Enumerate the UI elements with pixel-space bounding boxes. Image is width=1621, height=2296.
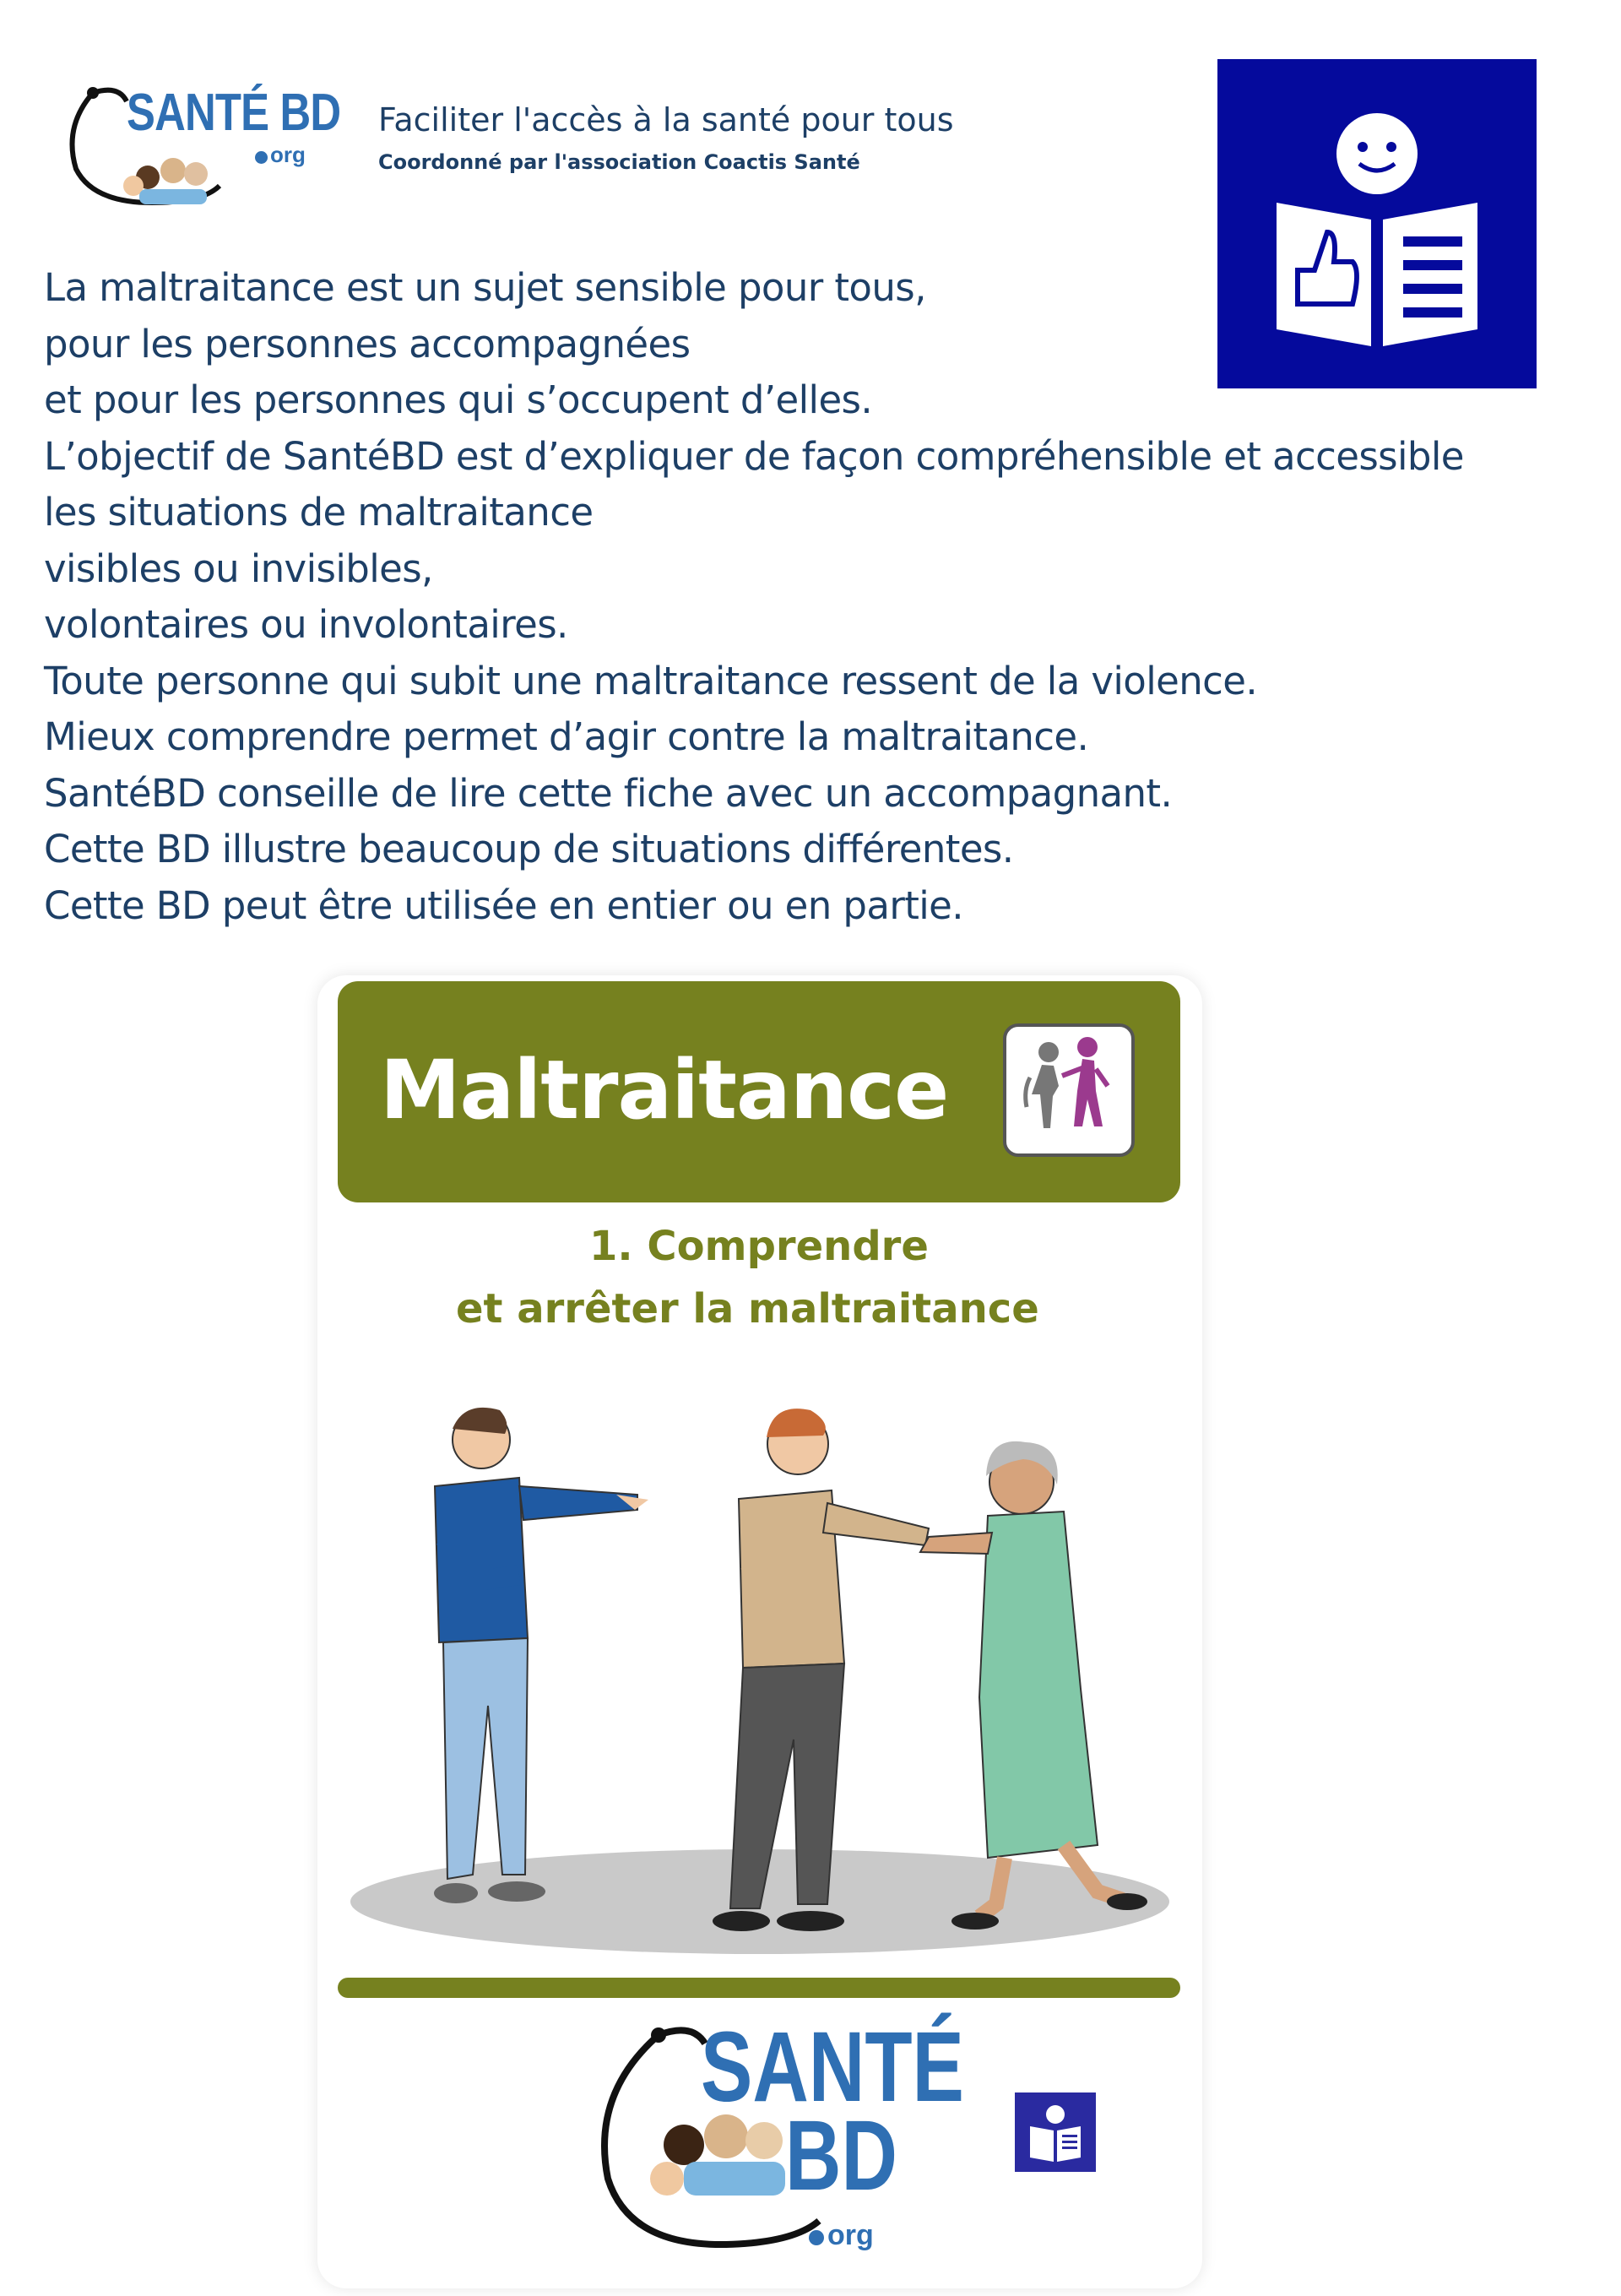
logo-text: SANTÉ BD <box>127 84 341 142</box>
intro-line: Mieux comprendre permet d’agir contre la maltraitance. <box>44 714 1089 759</box>
intro-line: La maltraitance est un sujet sensible pour tous, <box>44 265 926 310</box>
intro-line: volontaires ou involontaires. <box>44 602 568 647</box>
intro-text <box>44 260 1614 934</box>
cover-illustration <box>338 1385 1182 1968</box>
cover-subtitle-line2: et arrêter la maltraitance <box>456 1285 1039 1333</box>
footer-logo-dot <box>809 2230 824 2245</box>
intro-line: Cette BD peut être utilisée en entier ou en partie. <box>44 882 963 928</box>
intro-line: SantéBD conseille de lire cette fiche avec un accompagnant. <box>44 770 1173 816</box>
intro-line: les situations de maltraitance <box>44 490 594 535</box>
logo-dot <box>255 151 268 164</box>
easy-to-read-small-icon <box>1015 2092 1096 2172</box>
santebd-footer-logo <box>591 2010 964 2255</box>
logo-suffix: org <box>270 142 306 167</box>
intro-line: pour les personnes accompagnées <box>44 321 691 366</box>
maltraitance-icon <box>1003 1023 1135 1157</box>
tagline: Faciliter l'accès à la santé pour tous <box>378 101 954 138</box>
intro-line: Toute personne qui subit une maltraitance ressent de la violence. <box>44 658 1258 703</box>
footer-logo-suffix: org <box>827 2219 874 2251</box>
footer-logo-line2: BD <box>785 2100 897 2212</box>
cover-subtitle-line1: 1. Comprendre <box>589 1223 929 1270</box>
intro-line: L’objectif de SantéBD est d’expliquer de façon compréhensible et accessible <box>44 433 1464 479</box>
cover-divider <box>338 1978 1180 1998</box>
intro-line: et pour les personnes qui s’occupent d’elles. <box>44 377 873 422</box>
footer-logo-line1: SANTÉ <box>701 2011 964 2123</box>
intro-line: Cette BD illustre beaucoup de situations différentes. <box>44 827 1014 871</box>
cover-title: Maltraitance <box>380 1043 949 1137</box>
coordinator-text: Coordonné par l'association Coactis Santé <box>378 150 860 174</box>
intro-line: visibles ou invisibles, <box>44 546 433 591</box>
santebd-logo[interactable] <box>59 76 341 211</box>
